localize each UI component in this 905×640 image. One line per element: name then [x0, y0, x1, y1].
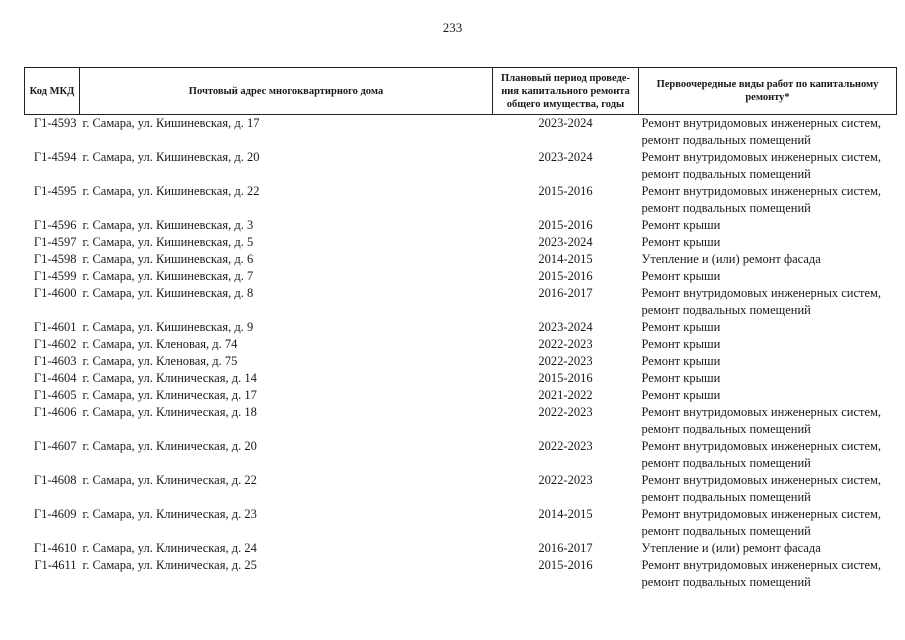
header-address: Почтовый адрес многоквартирного дома: [80, 68, 493, 115]
works-cell: [639, 370, 897, 387]
period-cell: 2022-2023: [538, 473, 593, 487]
code-cell: Г1-4611: [34, 558, 77, 572]
address-cell: г. Самара, ул. Кишиневская, д. 20: [82, 150, 260, 164]
period-cell: 2015-2016: [538, 184, 593, 198]
table-row: [25, 353, 897, 370]
address-cell: г. Самара, ул. Кленовая, д. 74: [82, 337, 238, 351]
address-cell: г. Самара, ул. Клиническая, д. 20: [82, 439, 257, 453]
works-line: Утепление и (или) ремонт фасада: [641, 252, 821, 266]
period-cell: 2022-2023: [538, 439, 593, 453]
code-cell: Г1-4600: [33, 286, 77, 300]
table-row: [25, 183, 897, 217]
code-cell: Г1-4595: [33, 184, 77, 198]
code-cell: Г1-4594: [33, 150, 77, 164]
code-cell: Г1-4602: [33, 337, 77, 351]
address-cell: г. Самара, ул. Клиническая, д. 14: [82, 371, 257, 385]
works-line: Ремонт крыши: [641, 371, 721, 385]
address-cell: г. Самара, ул. Кишиневская, д. 22: [82, 184, 260, 198]
works-cell: [639, 353, 897, 370]
table-row: [25, 404, 897, 438]
code-cell: Г1-4609: [33, 507, 77, 521]
period-cell: 2022-2023: [538, 405, 593, 419]
header-code: Код МКД: [25, 68, 80, 115]
works-line: ремонт подвальных помещений: [641, 456, 811, 470]
works-line: Ремонт крыши: [641, 235, 721, 249]
period-cell: 2015-2016: [538, 269, 593, 283]
period-cell: 2015-2016: [538, 558, 593, 572]
table-row: [25, 557, 897, 591]
period-cell: 2023-2024: [538, 116, 593, 130]
period-cell: 2023-2024: [538, 320, 593, 334]
period-cell: 2016-2017: [538, 286, 593, 300]
period-cell: 2015-2016: [538, 371, 593, 385]
code-cell: Г1-4610: [33, 541, 77, 555]
address-cell: г. Самара, ул. Клиническая, д. 25: [82, 558, 257, 572]
works-line: Ремонт внутридомовых инженерных систем,: [641, 286, 882, 300]
table-row: [25, 285, 897, 319]
table-row: [25, 234, 897, 251]
period-cell: 2016-2017: [538, 541, 593, 555]
period-cell: 2014-2015: [538, 507, 593, 521]
address-cell: г. Самара, ул. Клиническая, д. 23: [82, 507, 257, 521]
works-cell: [639, 506, 897, 540]
table-row: [25, 387, 897, 404]
period-cell: 2022-2023: [538, 354, 593, 368]
code-cell: Г1-4601: [33, 320, 77, 334]
period-cell: 2014-2015: [538, 252, 593, 266]
works-line: ремонт подвальных помещений: [641, 133, 811, 147]
address-cell: г. Самара, ул. Клиническая, д. 17: [82, 388, 257, 402]
period-cell: 2022-2023: [538, 337, 593, 351]
code-cell: Г1-4598: [33, 252, 77, 266]
code-cell: Г1-4593: [33, 116, 77, 130]
capital-repair-table: [24, 67, 897, 591]
works-line: Ремонт внутридомовых инженерных систем,: [641, 405, 882, 419]
address-cell: г. Самара, ул. Кишиневская, д. 6: [82, 252, 254, 266]
address-cell: г. Самара, ул. Клиническая, д. 18: [82, 405, 257, 419]
table-body: [25, 115, 897, 592]
address-cell: г. Самара, ул. Клиническая, д. 22: [82, 473, 257, 487]
works-cell: [639, 183, 897, 217]
works-cell: [639, 217, 897, 234]
code-cell: Г1-4599: [33, 269, 77, 283]
code-cell: Г1-4596: [33, 218, 77, 232]
works-cell: [639, 438, 897, 472]
works-cell: [639, 268, 897, 285]
table-row: [25, 149, 897, 183]
works-line: Ремонт внутридомовых инженерных систем,: [641, 507, 882, 521]
works-line: Ремонт внутридомовых инженерных систем,: [641, 184, 882, 198]
code-cell: Г1-4597: [33, 235, 77, 249]
works-cell: [639, 115, 897, 150]
works-line: Ремонт крыши: [641, 337, 721, 351]
table-row: [25, 472, 897, 506]
code-cell: Г1-4604: [33, 371, 77, 385]
works-line: Ремонт внутридомовых инженерных систем,: [641, 150, 882, 164]
table-row: [25, 438, 897, 472]
works-line: ремонт подвальных помещений: [641, 201, 811, 215]
works-line: Утепление и (или) ремонт фасада: [641, 541, 821, 555]
header-works: Первоочередные виды работ по капитальному ремонту*: [639, 68, 897, 115]
works-line: Ремонт внутридомовых инженерных систем,: [641, 473, 882, 487]
works-cell: [639, 387, 897, 404]
works-line: ремонт подвальных помещений: [641, 524, 811, 538]
works-line: Ремонт крыши: [641, 269, 721, 283]
period-cell: 2023-2024: [538, 235, 593, 249]
address-cell: г. Самара, ул. Кленовая, д. 75: [82, 354, 238, 368]
works-cell: [639, 336, 897, 353]
code-cell: Г1-4607: [33, 439, 77, 453]
header-period: Плановый период проведе-ния капитального ремонта общего имущества, годы: [493, 68, 639, 115]
works-line: Ремонт крыши: [641, 218, 721, 232]
table-row: [25, 268, 897, 285]
works-line: ремонт подвальных помещений: [641, 167, 811, 181]
works-line: Ремонт внутридомовых инженерных систем,: [641, 558, 882, 572]
works-cell: [639, 472, 897, 506]
table-row: [25, 540, 897, 557]
works-cell: [639, 251, 897, 268]
address-cell: г. Самара, ул. Кишиневская, д. 3: [82, 218, 254, 232]
address-cell: г. Самара, ул. Кишиневская, д. 8: [82, 286, 254, 300]
address-cell: г. Самара, ул. Клиническая, д. 24: [82, 541, 257, 555]
works-cell: [639, 234, 897, 251]
works-line: Ремонт крыши: [641, 388, 721, 402]
works-line: ремонт подвальных помещений: [641, 303, 811, 317]
works-cell: [639, 404, 897, 438]
table-header: [25, 68, 897, 115]
works-line: Ремонт внутридомовых инженерных систем,: [641, 116, 882, 130]
period-cell: 2023-2024: [538, 150, 593, 164]
works-cell: [639, 557, 897, 591]
page-number: 233: [442, 20, 463, 35]
works-line: Ремонт крыши: [641, 320, 721, 334]
works-cell: [639, 319, 897, 336]
works-cell: [639, 540, 897, 557]
works-line: ремонт подвальных помещений: [641, 422, 811, 436]
works-line: Ремонт внутридомовых инженерных систем,: [641, 439, 882, 453]
table-row: [25, 506, 897, 540]
code-cell: Г1-4605: [33, 388, 77, 402]
works-cell: [639, 285, 897, 319]
code-cell: Г1-4603: [33, 354, 77, 368]
works-line: Ремонт крыши: [641, 354, 721, 368]
table-row: [25, 336, 897, 353]
period-cell: 2015-2016: [538, 218, 593, 232]
works-cell: [639, 149, 897, 183]
period-cell: 2021-2022: [538, 388, 593, 402]
works-line: ремонт подвальных помещений: [641, 575, 811, 589]
table-row: [25, 217, 897, 234]
address-cell: г. Самара, ул. Кишиневская, д. 17: [82, 116, 260, 130]
table-row: [25, 251, 897, 268]
table-row: [25, 115, 897, 150]
code-cell: Г1-4608: [33, 473, 77, 487]
table-row: [25, 370, 897, 387]
address-cell: г. Самара, ул. Кишиневская, д. 5: [82, 235, 254, 249]
code-cell: Г1-4606: [33, 405, 77, 419]
table-row: [25, 319, 897, 336]
works-line: ремонт подвальных помещений: [641, 490, 811, 504]
address-cell: г. Самара, ул. Кишиневская, д. 9: [82, 320, 254, 334]
address-cell: г. Самара, ул. Кишиневская, д. 7: [82, 269, 254, 283]
